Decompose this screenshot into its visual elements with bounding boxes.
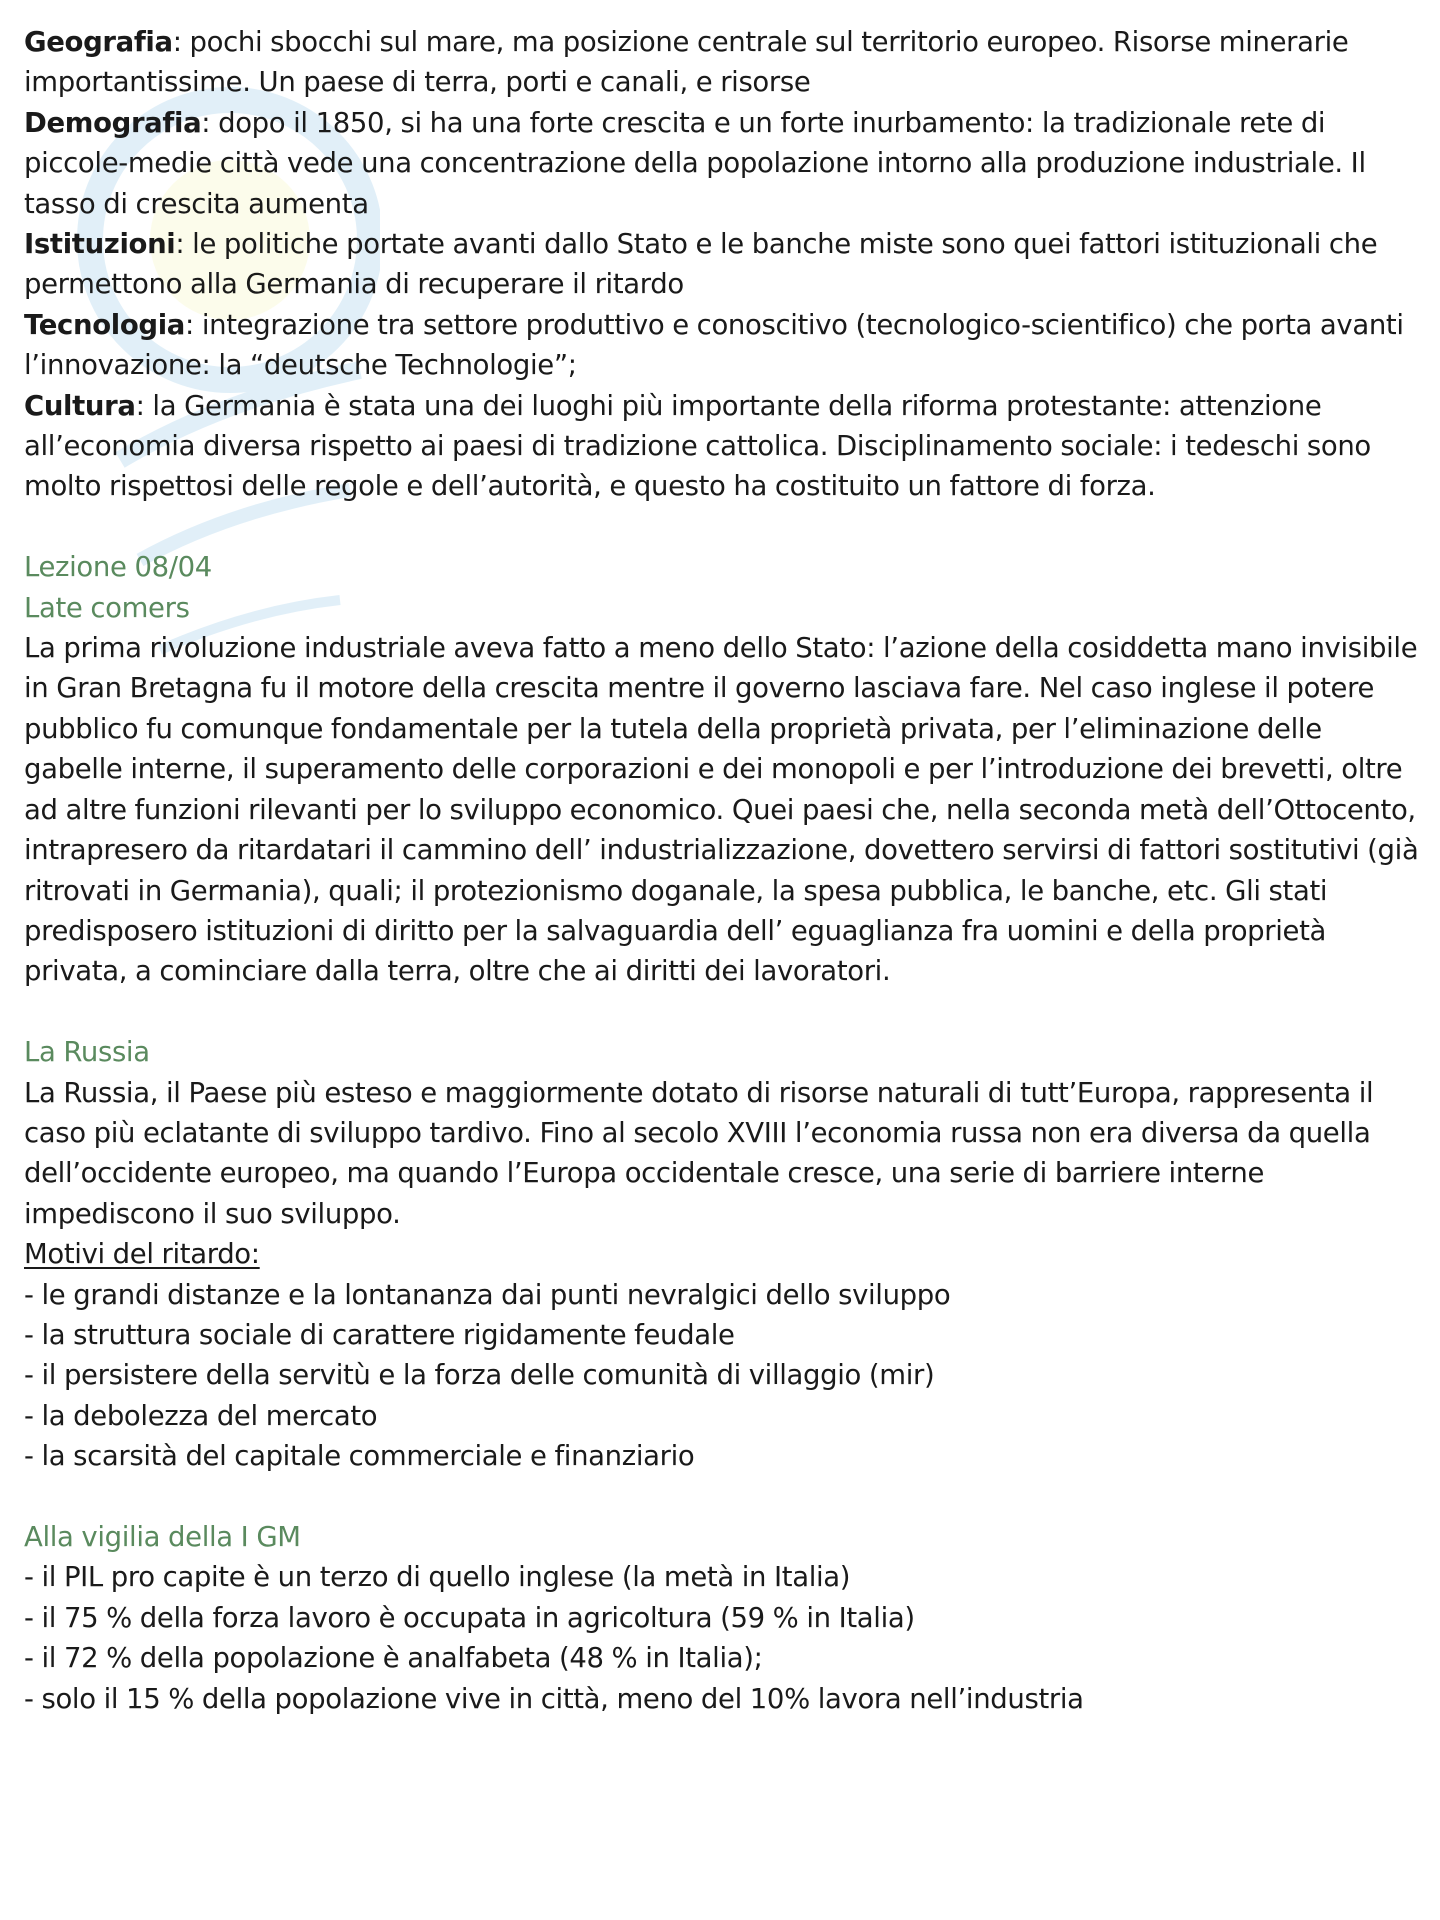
factor-text: : dopo il 1850, si ha una forte crescita e un forte inurbamento: la tradizionale rete di piccole-medie città vede una concentrazione della popolazione intorno alla produzione industriale. Il tasso di crescita aumenta: [24, 106, 1366, 220]
factor-term: Cultura: [24, 389, 136, 422]
factor-term: Geografia: [24, 26, 173, 58]
late-comers-paragraph: La prima rivoluzione industriale aveva fatto a meno dello Stato: l’azione della cosiddetta mano invisibile in Gran Bretagna fu il motore della crescita mentre il governo lasciava fare. Nel caso inglese il potere pubblico fu comunque fondamentale per la tutela della proprietà privata, per l’eliminazione delle gabelle interne, il superamento delle corporazioni e dei monopoli e per l’introduzione dei brevetti, oltre ad altre funzioni rilevanti per lo sviluppo economico. Quei paesi che, nella seconda metà dell’Ottocento, intrapresero da ritardatari il cammino dell’ industrializzazione, dovettero servirsi di fattori sostitutivi (già ritrovati in Germania), quali; il protezionismo doganale, la spesa pubblica, le banche, etc. Gli stati predisposero istituzioni di diritto per la salvaguardia dell’ eguaglianza fra uomini e della proprietà privata, a cominciare dalla terra, oltre che ai diritti dei lavoratori.: [24, 632, 1419, 988]
list-item: - il persistere della servitù e la forza delle comunità di villaggio (mir): [24, 1355, 1424, 1395]
list-item: - la struttura sociale di carattere rigidamente feudale: [24, 1315, 1424, 1355]
factor-tecnologia: [24, 305, 1424, 386]
vigilia-list: [24, 1557, 1424, 1719]
factor-term: Demografia: [24, 106, 202, 139]
factor-demografia: [24, 103, 1424, 224]
motivi-list: [24, 1275, 1424, 1477]
list-item: - la scarsità del capitale commerciale e finanziario: [24, 1436, 1424, 1476]
factor-cultura: [24, 386, 1424, 507]
factor-text: : pochi sbocchi sul mare, ma posizione centrale sul territorio europeo. Risorse minerarie importantissime. Un paese di terra, porti e canali, e risorse: [24, 26, 1349, 99]
document-page: [24, 22, 1424, 1719]
factor-term: Istituzioni: [24, 228, 176, 261]
motivi-label: Motivi del ritardo:: [24, 1238, 260, 1271]
spacer: [24, 1477, 1424, 1517]
factor-text: : la Germania è stata una dei luoghi più importante della riforma protestante: attenzione all’economia diversa rispetto ai paesi di tradizione cattolica. Disciplinamento sociale: i tedeschi sono molto rispettosi delle regole e dell’autorità, e questo ha costituito un fattore di forza.: [24, 389, 1371, 503]
factor-text: : integrazione tra settore produttivo e conoscitivo (tecnologico-scientifico) che porta avanti l’innovazione: la “deutsche Technologie”;: [24, 308, 1404, 382]
vigilia-heading: Alla vigilia della I GM: [24, 1520, 301, 1553]
spacer: [24, 507, 1424, 547]
russia-heading: La Russia: [24, 1036, 150, 1069]
lezione-title: Lezione 08/04: [24, 551, 212, 584]
list-item: - solo il 15 % della popolazione vive in città, meno del 10% lavora nell’industria: [24, 1679, 1424, 1719]
late-comers-heading: Late comers: [24, 591, 190, 624]
russia-paragraph: La Russia, il Paese più esteso e maggiormente dotato di risorse naturali di tutt’Europa, rappresenta il caso più eclatante di sviluppo tardivo. Fino al secolo XVIII l’economia russa non era diversa da quella dell’occidente europeo, ma quando l’Europa occidentale cresce, una serie di barriere interne impediscono il suo sviluppo.: [24, 1076, 1374, 1230]
list-item: - il 72 % della popolazione è analfabeta (48 % in Italia);: [24, 1638, 1424, 1678]
list-item: - la debolezza del mercato: [24, 1396, 1424, 1436]
factor-text: : le politiche portate avanti dallo Stato e le banche miste sono quei fattori istituzionali che permettono alla Germania di recuperare il ritardo: [24, 228, 1378, 301]
list-item: - le grandi distanze e la lontananza dai punti nevralgici dello sviluppo: [24, 1275, 1424, 1315]
list-item: - il 75 % della forza lavoro è occupata in agricoltura (59 % in Italia): [24, 1598, 1424, 1638]
factor-term: Tecnologia: [24, 308, 186, 341]
list-item: - il PIL pro capite è un terzo di quello inglese (la metà in Italia): [24, 1557, 1424, 1597]
factor-geografia: [24, 22, 1424, 103]
factor-istituzioni: [24, 224, 1424, 305]
spacer: [24, 992, 1424, 1032]
germania-factors: [24, 22, 1424, 507]
